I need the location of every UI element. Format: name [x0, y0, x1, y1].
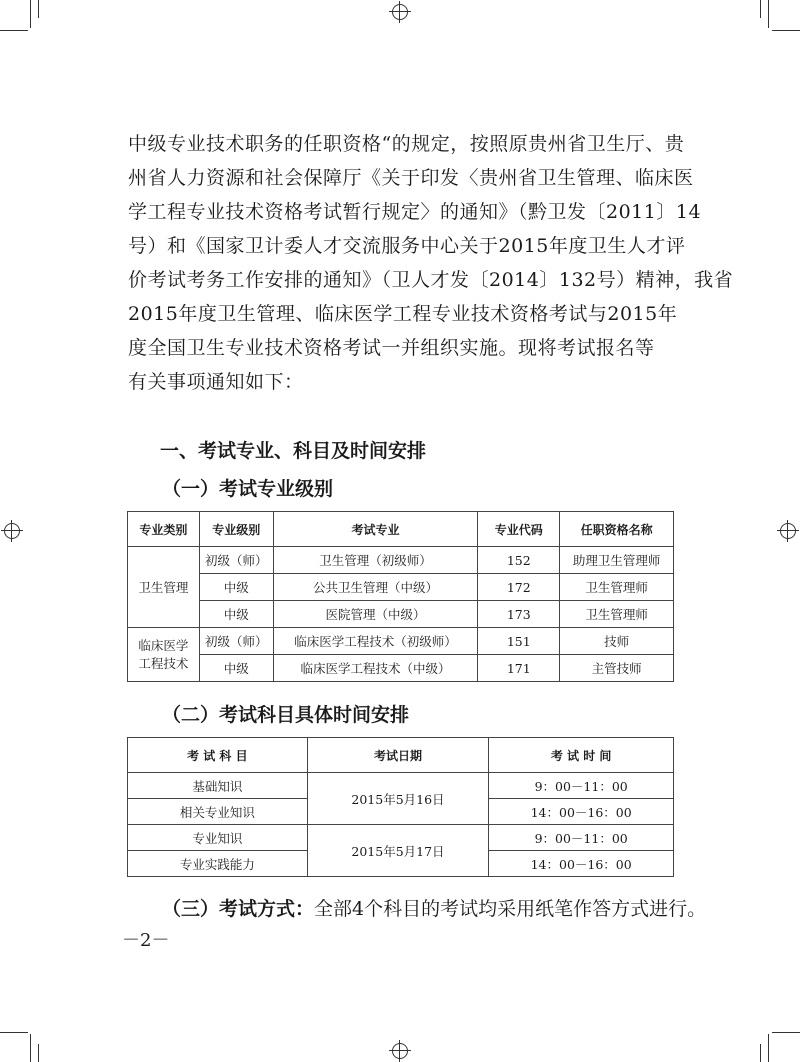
column-header: 考 试 时 间: [489, 738, 674, 773]
table-cell: 152: [478, 547, 560, 574]
table-cell: 173: [478, 601, 560, 628]
category-cell-line: 工程技术: [138, 655, 189, 671]
table-cell: 卫生管理（初级师）: [273, 547, 478, 574]
table-row: [128, 825, 674, 851]
subsection-heading-schedule: （二）考试科目具体时间安排: [162, 704, 410, 726]
registration-mark-top-icon: [389, 1, 411, 23]
table-cell: 医院管理（中级）: [273, 601, 478, 628]
table-cell: 初级（师）: [199, 547, 273, 574]
table-row: [128, 655, 674, 682]
table-cell: 相关专业知识: [128, 799, 308, 825]
table-cell: 卫生管理师: [560, 601, 674, 628]
body-line: 学工程专业技术资格考试暂行规定〉的通知》（黔卫发〔2011〕14: [128, 201, 702, 223]
table-cell: 9：00－11：00: [489, 773, 674, 799]
table-cell: 151: [478, 628, 560, 655]
body-line: 有关事项通知如下：: [128, 371, 304, 393]
column-header: 专业级别: [199, 512, 273, 547]
table-cell: 卫生管理师: [560, 574, 674, 601]
table-cell: 9：00－11：00: [489, 825, 674, 851]
table-header-row: [128, 738, 674, 773]
table-cell: 公共卫生管理（中级）: [273, 574, 478, 601]
registration-mark-right-icon: [777, 520, 799, 542]
table-cell: 专业实践能力: [128, 851, 308, 877]
table-row: [128, 601, 674, 628]
table-row: [128, 547, 674, 574]
body-line: 2015年度卫生管理、临床医学工程专业技术资格考试与2015年: [128, 303, 678, 325]
body-line: 中级专业技术职务的任职资格“的规定，按照原贵州省卫生厅、贵: [128, 133, 685, 155]
table-cell: 中级: [199, 655, 273, 682]
date-cell: 2015年5月17日: [307, 825, 489, 877]
table-cell: 171: [478, 655, 560, 682]
date-cell: 2015年5月16日: [307, 773, 489, 825]
body-line: 州省人力资源和社会保障厅《关于印发〈贵州省卫生管理、临床医: [128, 167, 694, 189]
column-header: 专业代码: [478, 512, 560, 547]
table-header-row: [128, 512, 674, 547]
table-cell: 中级: [199, 574, 273, 601]
column-header: 任职资格名称: [560, 512, 674, 547]
table-cell: 172: [478, 574, 560, 601]
body-line: 价考试考务工作安排的通知》（卫人才发〔2014〕132号）精神，我省: [128, 269, 734, 291]
table-cell: 专业知识: [128, 825, 308, 851]
table-row: [128, 773, 674, 799]
table-cell: 14：00－16：00: [489, 851, 674, 877]
table-cell: 中级: [199, 601, 273, 628]
table-cell: 技师: [560, 628, 674, 655]
exam-method-label: （三）考试方式：: [162, 898, 315, 920]
table-cell: 临床医学工程技术（中级）: [273, 655, 478, 682]
exam-schedule-table: [127, 737, 674, 877]
category-cell: [128, 628, 200, 682]
exam-method-text: 全部4个科目的考试均采用纸笔作答方式进行。: [314, 898, 707, 920]
column-header: 专业类别: [128, 512, 200, 547]
table-cell: 临床医学工程技术（初级师）: [273, 628, 478, 655]
body-paragraph: [128, 127, 734, 399]
section-heading: 一、考试专业、科目及时间安排: [160, 440, 427, 462]
subsection-heading-levels: （一）考试专业级别: [162, 478, 334, 500]
category-cell: 卫生管理: [128, 547, 200, 628]
table-cell: 基础知识: [128, 773, 308, 799]
registration-mark-left-icon: [1, 520, 23, 542]
category-cell-line: 临床医学: [138, 637, 189, 653]
table-row: [128, 628, 674, 655]
exam-method: [162, 894, 706, 921]
registration-mark-bottom-icon: [389, 1040, 411, 1062]
body-line: 度全国卫生专业技术资格考试一并组织实施。现将考试报名等: [128, 337, 655, 359]
specialty-level-table: [127, 511, 674, 682]
column-header: 考试专业: [273, 512, 478, 547]
table-cell: 初级（师）: [199, 628, 273, 655]
column-header: 考 试 科 目: [128, 738, 308, 773]
body-line: 号）和《国家卫计委人才交流服务中心关于2015年度卫生人才评: [128, 235, 686, 257]
table-cell: 14：00－16：00: [489, 799, 674, 825]
page-number: －2－: [122, 930, 170, 951]
column-header: 考试日期: [307, 738, 489, 773]
table-cell: 主管技师: [560, 655, 674, 682]
table-cell: 助理卫生管理师: [560, 547, 674, 574]
table-row: [128, 574, 674, 601]
